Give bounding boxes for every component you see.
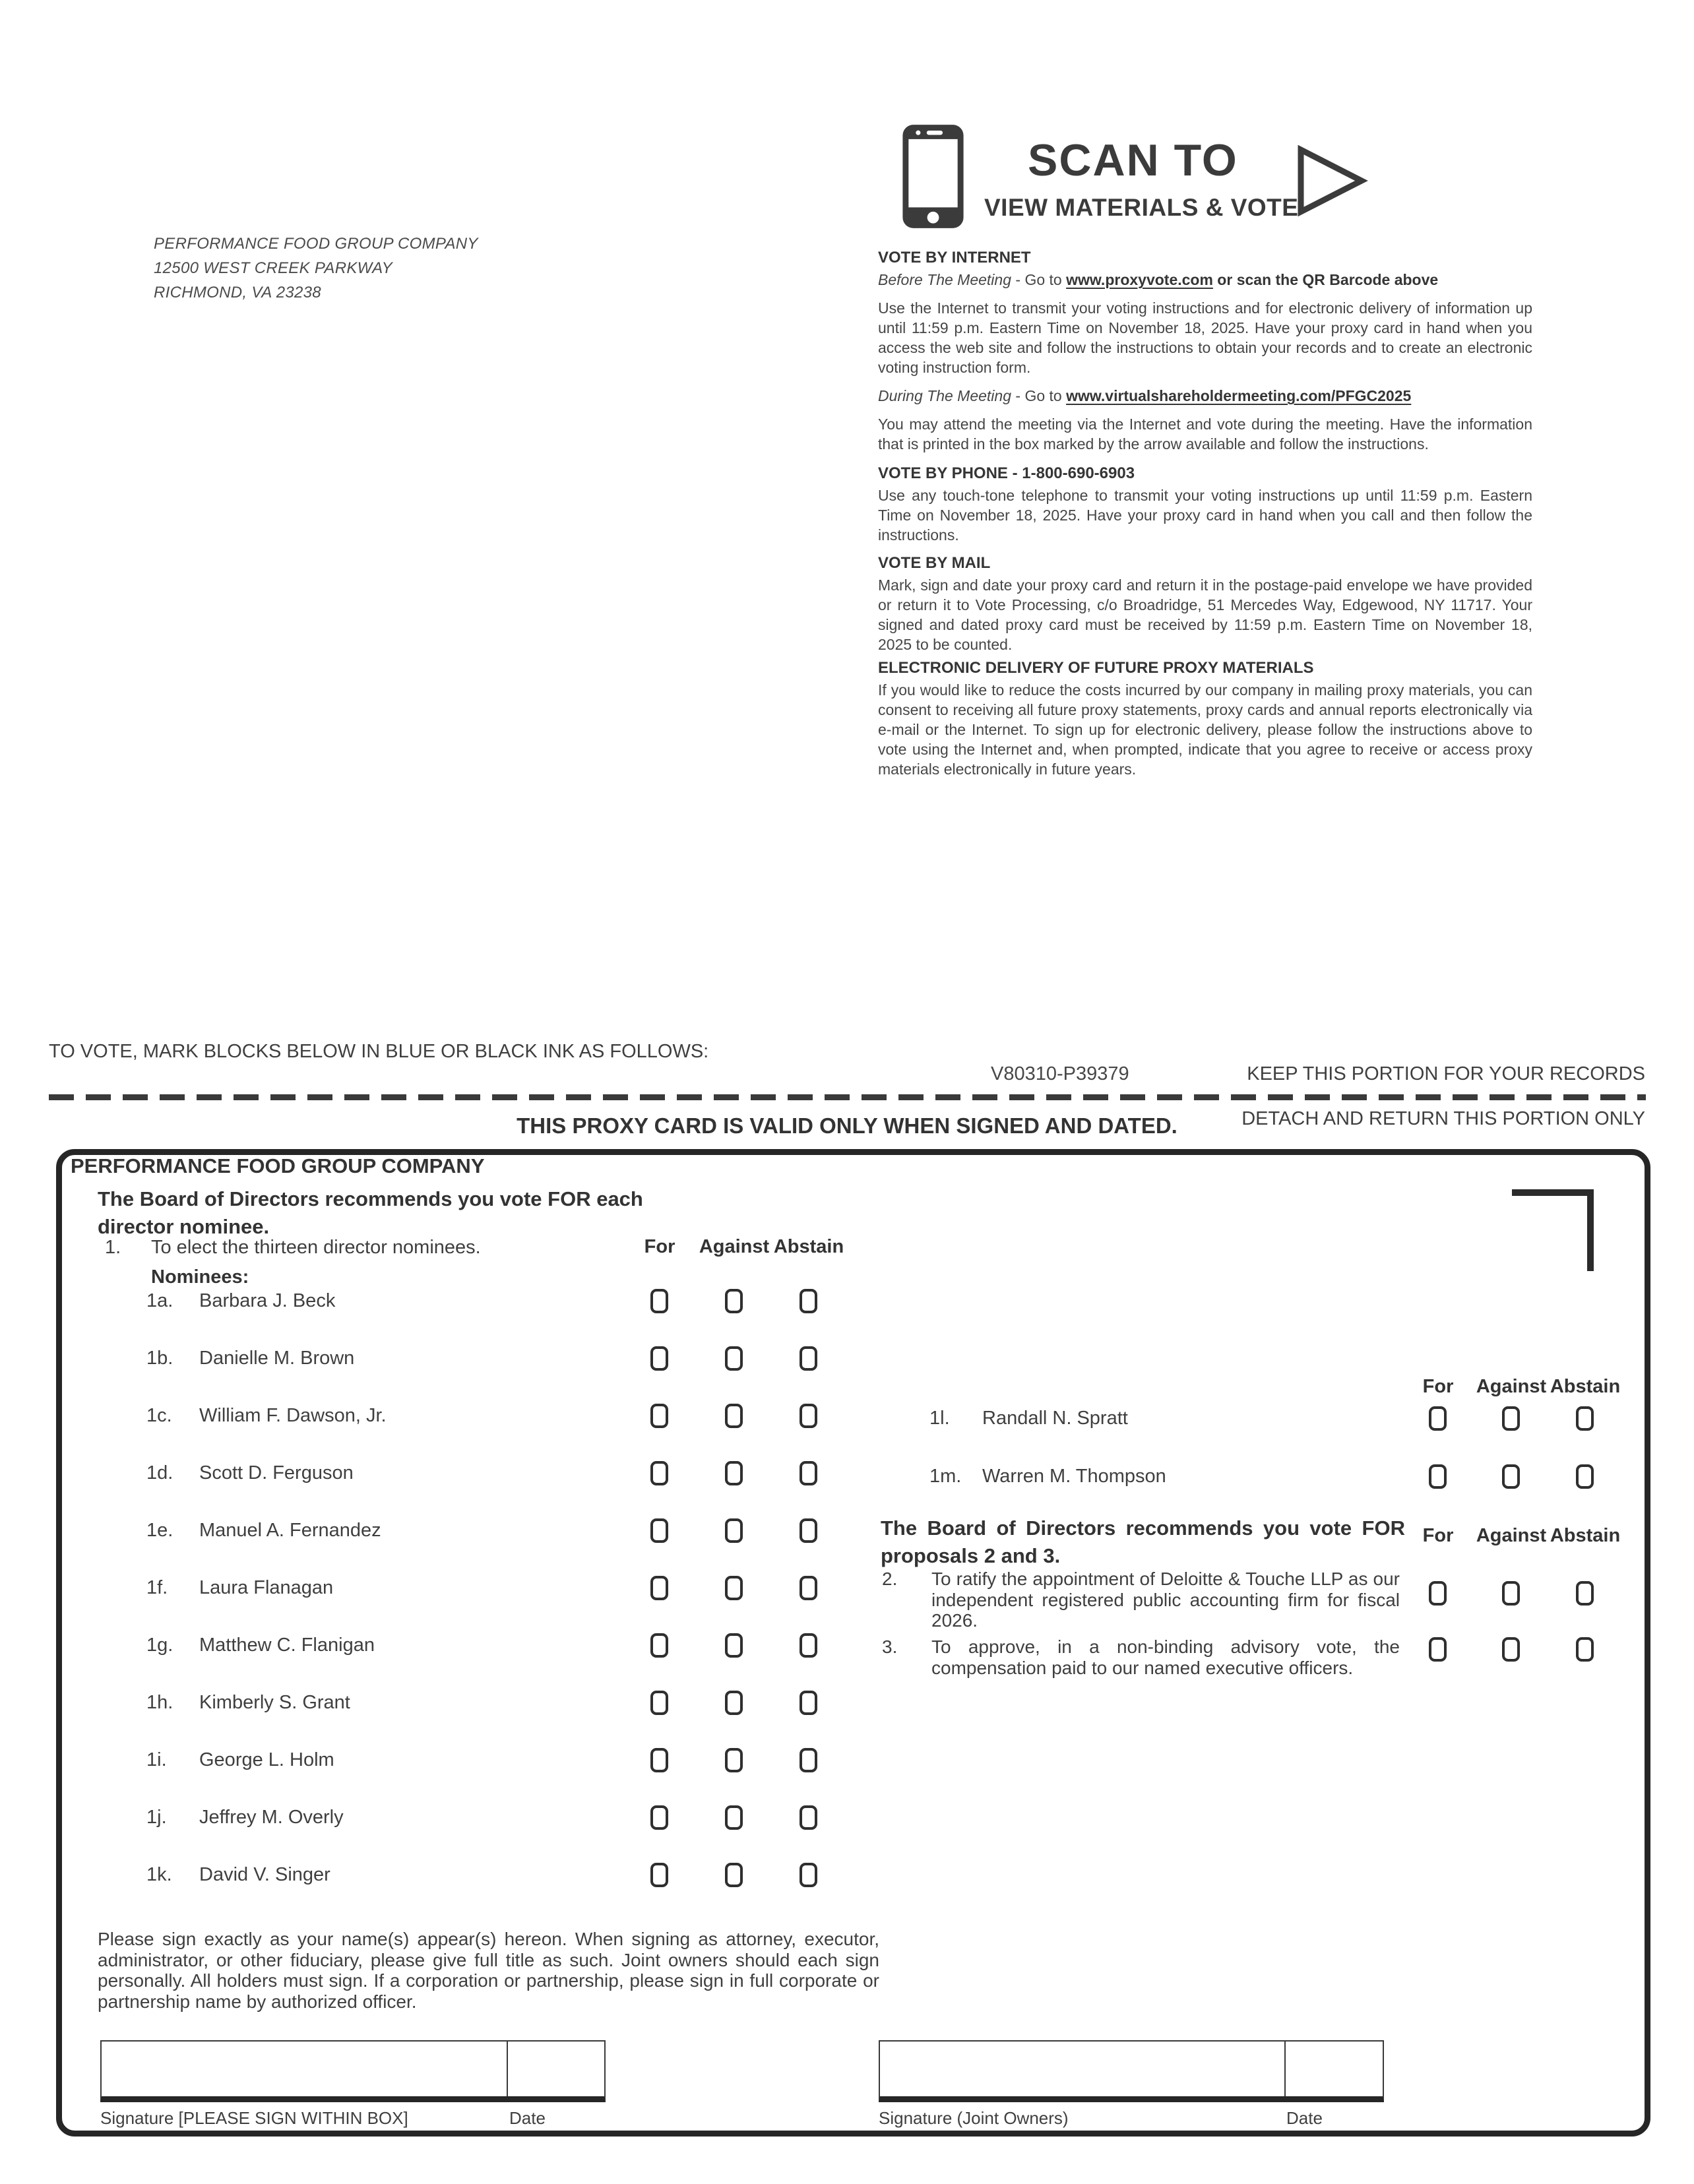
nominee-number: 1a.	[146, 1290, 173, 1311]
nominee-row-1b	[146, 1346, 872, 1371]
before-meeting-goto: - Go to	[1011, 271, 1067, 288]
against-column-header-right: Against	[1476, 1376, 1547, 1397]
abstain-column-header-proposals: Abstain	[1550, 1525, 1621, 1546]
nominee-number: 1j.	[146, 1807, 167, 1828]
checkbox-1f-against[interactable]	[725, 1576, 743, 1600]
nominee-name: Kimberly S. Grant	[199, 1692, 350, 1713]
nominee-row-1l	[929, 1406, 1655, 1431]
abstain-column-header-right: Abstain	[1550, 1376, 1621, 1397]
checkbox-1g-for[interactable]	[650, 1633, 668, 1658]
checkbox-2-abstain[interactable]	[1576, 1581, 1594, 1606]
checkbox-1h-for[interactable]	[650, 1691, 668, 1715]
against-column-header-proposals: Against	[1476, 1525, 1547, 1546]
proposal-2-number: 2.	[882, 1569, 898, 1589]
date-primary-label: Date	[509, 2108, 546, 2128]
virtual-meeting-link[interactable]: www.virtualshareholdermeeting.com/PFGC2025	[1066, 387, 1412, 404]
checkbox-1e-abstain[interactable]	[800, 1518, 817, 1543]
smartphone-icon	[901, 123, 965, 230]
nominee-row-1h	[146, 1690, 872, 1715]
checkbox-1h-abstain[interactable]	[800, 1691, 817, 1715]
checkbox-1m-against[interactable]	[1502, 1464, 1520, 1489]
internet-instructions-paragraph: Use the Internet to transmit your voting instructions and for electronic delivery of information up until 11:59 p.m. Eastern Time on November 18, 2025. Have your proxy card in hand when you access the web site and follow the instructions to obtain your records and to create an electronic voting instruction form.	[878, 299, 1532, 376]
before-meeting-label: Before The Meeting	[878, 271, 1012, 288]
checkbox-3-against[interactable]	[1502, 1637, 1520, 1662]
perforation-dashed-line	[49, 1094, 1646, 1100]
nominee-number: 1i.	[146, 1749, 167, 1770]
checkbox-1c-against[interactable]	[725, 1404, 743, 1428]
vote-by-internet-heading: VOTE BY INTERNET	[878, 249, 1031, 266]
edelivery-heading: ELECTRONIC DELIVERY OF FUTURE PROXY MATERIALS	[878, 659, 1314, 677]
nominee-name: Manuel A. Fernandez	[199, 1520, 381, 1541]
for-column-header: For	[644, 1236, 675, 1257]
signature-box-primary[interactable]	[100, 2040, 606, 2102]
nominee-row-1e	[146, 1518, 872, 1543]
checkbox-1i-against[interactable]	[725, 1748, 743, 1772]
nominee-row-1g	[146, 1633, 872, 1658]
checkbox-1m-abstain[interactable]	[1576, 1464, 1594, 1489]
edelivery-paragraph: If you would like to reduce the costs incurred by our company in mailing proxy materials, you can consent to receiving all future proxy statements, proxy cards and annual reports electronically via e-mail or the Internet. To sign up for electronic delivery, please follow the instructions above to vote using the Internet and, when prompted, indicate that you agree to receive or access proxy materials electronically in future years.	[878, 681, 1532, 778]
sender-address	[154, 232, 478, 305]
checkbox-1a-against[interactable]	[725, 1289, 743, 1313]
checkbox-1i-for[interactable]	[650, 1748, 668, 1772]
nominee-number: 1l.	[929, 1408, 950, 1429]
nominee-number: 1c.	[146, 1405, 172, 1426]
checkbox-1f-for[interactable]	[650, 1576, 668, 1600]
proposal-3	[882, 1637, 1400, 1678]
proposal-3-text: To approve, in a non-binding advisory vote, the compensation paid to our named executive officers.	[931, 1637, 1400, 1678]
nominee-number: 1h.	[146, 1692, 173, 1713]
nominee-row-1d	[146, 1460, 872, 1485]
board-recommendation-directors: The Board of Directors recommends you vote FOR each director nominee.	[98, 1187, 643, 1238]
nominee-number: 1d.	[146, 1462, 173, 1483]
scan-to-subtitle: VIEW MATERIALS & VOTE	[984, 194, 1299, 221]
nominees-label: Nominees:	[151, 1266, 249, 1288]
nominee-name: William F. Dawson, Jr.	[199, 1405, 387, 1426]
checkbox-1l-abstain[interactable]	[1576, 1406, 1594, 1431]
checkbox-1c-abstain[interactable]	[800, 1404, 817, 1428]
voting-instructions	[878, 248, 1532, 788]
control-box-corner-mark	[1512, 1189, 1594, 1196]
signature-joint-label: Signature (Joint Owners)	[879, 2108, 1069, 2128]
signature-date-divider	[507, 2042, 508, 2096]
nominee-number: 1b.	[146, 1348, 173, 1369]
phone-instructions-paragraph: Use any touch-tone telephone to transmit your voting instructions up until 11:59 p.m. Eastern Time on November 18, 2025. Have your proxy card in hand when you call and then follow the instructions.	[878, 487, 1532, 544]
nominee-row-1f	[146, 1575, 872, 1600]
qr-barcode-note: or scan the QR Barcode above	[1212, 271, 1439, 288]
nominee-row-1m	[929, 1464, 1655, 1489]
checkbox-1g-abstain[interactable]	[800, 1633, 817, 1658]
against-column-header: Against	[699, 1236, 770, 1257]
checkbox-1m-for[interactable]	[1429, 1464, 1447, 1489]
proposal-2-text: To ratify the appointment of Deloitte & Touche LLP as our independent registered public accounting firm for fiscal 2026.	[931, 1569, 1400, 1631]
checkbox-1i-abstain[interactable]	[800, 1748, 817, 1772]
checkbox-1k-for[interactable]	[650, 1863, 668, 1887]
checkbox-1j-against[interactable]	[725, 1805, 743, 1830]
checkbox-1d-for[interactable]	[650, 1461, 668, 1485]
nominee-name: Matthew C. Flanigan	[199, 1635, 375, 1656]
checkbox-1e-against[interactable]	[725, 1518, 743, 1543]
checkbox-1l-for[interactable]	[1429, 1406, 1447, 1431]
sender-street: 12500 WEST CREEK PARKWAY	[154, 259, 392, 277]
mark-blocks-instruction: TO VOTE, MARK BLOCKS BELOW IN BLUE OR BLACK INK AS FOLLOWS:	[49, 1041, 709, 1062]
checkbox-1b-against[interactable]	[725, 1346, 743, 1371]
checkbox-1b-abstain[interactable]	[800, 1346, 817, 1371]
checkbox-1k-abstain[interactable]	[800, 1863, 817, 1887]
nominee-number: 1e.	[146, 1520, 173, 1541]
checkbox-1j-abstain[interactable]	[800, 1805, 817, 1830]
signature-box-joint[interactable]	[879, 2040, 1384, 2102]
checkbox-2-for[interactable]	[1429, 1581, 1447, 1606]
checkbox-1a-abstain[interactable]	[800, 1289, 817, 1313]
detach-portion-note: DETACH AND RETURN THIS PORTION ONLY	[1241, 1108, 1645, 1129]
signature-date-divider	[1284, 2042, 1286, 2096]
nominee-name: Randall N. Spratt	[982, 1408, 1128, 1429]
proposal-3-number: 3.	[882, 1637, 898, 1657]
checkbox-1e-for[interactable]	[650, 1518, 668, 1543]
sender-company: PERFORMANCE FOOD GROUP COMPANY	[154, 235, 478, 253]
nominee-row-1c	[146, 1403, 872, 1428]
checkbox-1b-for[interactable]	[650, 1346, 668, 1371]
checkbox-3-abstain[interactable]	[1576, 1637, 1594, 1662]
proposal-1-text: To elect the thirteen director nominees.	[151, 1237, 481, 1258]
nominee-name: George L. Holm	[199, 1749, 334, 1770]
checkbox-1k-against[interactable]	[725, 1863, 743, 1887]
signature-instructions: Please sign exactly as your name(s) appear(s) hereon. When signing as attorney, executor, administrator, or other fiduciary, please give full title as such. Joint owners should each sign personally. All holders must sign. If a corporation or partnership, please sign in full corporate or partnership name by authorized officer.	[98, 1929, 879, 2012]
nominee-number: 1g.	[146, 1635, 173, 1656]
control-number: V80310-P39379	[991, 1063, 1129, 1084]
checkbox-1h-against[interactable]	[725, 1691, 743, 1715]
checkbox-1c-for[interactable]	[650, 1404, 668, 1428]
during-meeting-goto: - Go to	[1011, 387, 1067, 404]
checkbox-1j-for[interactable]	[650, 1805, 668, 1830]
scan-to-title: SCAN TO	[1028, 135, 1238, 185]
nominee-row-1i	[146, 1747, 872, 1772]
date-joint-label: Date	[1286, 2108, 1323, 2128]
nominee-row-1a	[146, 1288, 872, 1313]
for-column-header-proposals: For	[1422, 1525, 1454, 1546]
abstain-column-header: Abstain	[773, 1236, 844, 1257]
checkbox-1a-for[interactable]	[650, 1289, 668, 1313]
proposal-1-number: 1.	[105, 1237, 121, 1258]
mail-instructions-paragraph: Mark, sign and date your proxy card and return it in the postage-paid envelope we have provided or return it to Vote Processing, c/o Broadridge, 51 Mercedes Way, Edgewood, NY 11717. Your signed and dated proxy card must be received by 11:59 p.m. Eastern Time on November 18, 2025 to be counted.	[878, 577, 1532, 653]
nominee-name: Jeffrey M. Overly	[199, 1807, 344, 1828]
nominee-row-1j	[146, 1805, 872, 1830]
checkbox-1d-against[interactable]	[725, 1461, 743, 1485]
checkbox-1d-abstain[interactable]	[800, 1461, 817, 1485]
checkbox-1l-against[interactable]	[1502, 1406, 1520, 1431]
board-recommendation-proposals: The Board of Directors recommends you vote FOR proposals 2 and 3.	[881, 1516, 1405, 1567]
checkbox-1g-against[interactable]	[725, 1633, 743, 1658]
sender-city: RICHMOND, VA 23238	[154, 284, 321, 301]
signature-primary-label: Signature [PLEASE SIGN WITHIN BOX]	[100, 2108, 408, 2128]
arrow-right-icon	[1296, 145, 1369, 216]
vote-by-phone-heading: VOTE BY PHONE - 1-800-690-6903	[878, 464, 1135, 482]
during-meeting-label: During The Meeting	[878, 387, 1011, 404]
nominee-name: Laura Flanagan	[199, 1577, 334, 1598]
nominee-name: Warren M. Thompson	[982, 1466, 1166, 1487]
control-box-corner-mark-vertical	[1587, 1189, 1594, 1271]
card-company-name: PERFORMANCE FOOD GROUP COMPANY	[71, 1154, 485, 1177]
vote-by-mail-heading: VOTE BY MAIL	[878, 554, 991, 572]
proxyvote-link[interactable]: www.proxyvote.com	[1066, 271, 1213, 288]
checkbox-3-for[interactable]	[1429, 1637, 1447, 1662]
nominee-name: Scott D. Ferguson	[199, 1462, 354, 1483]
checkbox-1f-abstain[interactable]	[800, 1576, 817, 1600]
meeting-attendance-paragraph: You may attend the meeting via the Internet and vote during the meeting. Have the information that is printed in the box marked by the arrow available and follow the instructions.	[878, 416, 1532, 452]
before-meeting-line	[878, 270, 1532, 290]
during-meeting-line	[878, 386, 1532, 406]
nominee-row-1k	[146, 1862, 872, 1887]
checkbox-2-against[interactable]	[1502, 1581, 1520, 1606]
nominee-number: 1m.	[929, 1466, 962, 1487]
valid-when-signed-note: THIS PROXY CARD IS VALID ONLY WHEN SIGNED AND DATED.	[517, 1113, 1177, 1138]
nominee-name: Danielle M. Brown	[199, 1348, 355, 1369]
for-column-header-right: For	[1422, 1376, 1454, 1397]
proposal-2	[882, 1569, 1400, 1631]
nominee-number: 1k.	[146, 1864, 172, 1885]
keep-portion-note: KEEP THIS PORTION FOR YOUR RECORDS	[1247, 1063, 1645, 1084]
nominee-name: David V. Singer	[199, 1864, 330, 1885]
nominee-number: 1f.	[146, 1577, 168, 1598]
nominee-name: Barbara J. Beck	[199, 1290, 336, 1311]
